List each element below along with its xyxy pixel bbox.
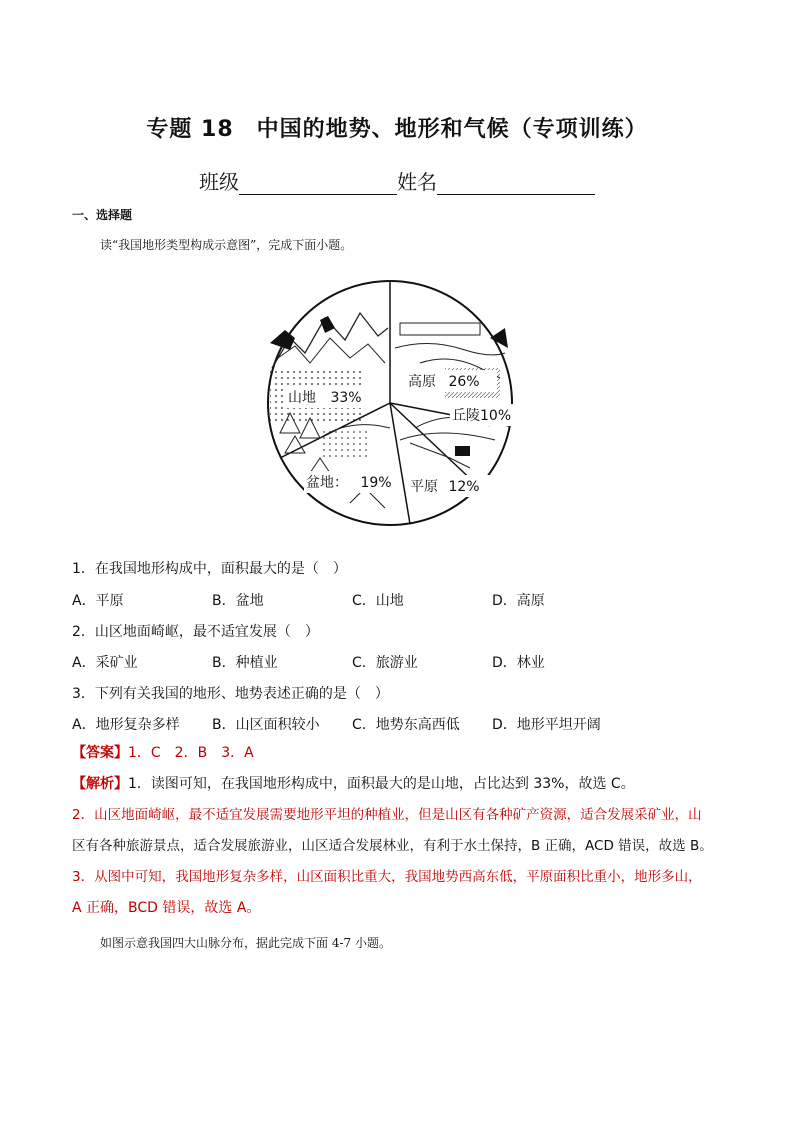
intro-text: 读“我国地形类型构成示意图”，完成下面小题。 [100, 238, 353, 252]
analysis-line-3b: A 正确，BCD 错误，故选 A。 [72, 900, 261, 916]
answer-line [72, 738, 732, 769]
class-label: 班级 [199, 170, 239, 194]
label-basin: 盆地： 19% [306, 475, 392, 491]
name-label: 姓名 [397, 170, 437, 194]
q1-option-a[interactable]: A．平原 [72, 593, 124, 609]
analysis-tag: 【解析】 [72, 776, 128, 792]
q2-option-d[interactable]: D．林业 [492, 655, 545, 671]
answer-tag: 【答案】 [72, 745, 128, 761]
q2-option-b[interactable]: B．种植业 [212, 655, 278, 671]
label-plain: 平原 12% [410, 479, 480, 495]
class-name-line [0, 166, 794, 195]
question-3: 3．下列有关我国的地形、地势表述正确的是（ ） [72, 686, 389, 702]
q2-option-a[interactable]: A．采矿业 [72, 655, 138, 671]
question-1: 1．在我国地形构成中，面积最大的是（ ） [72, 561, 347, 577]
analysis-line-1: 【解析】1．读图可知，在我国地形构成中，面积最大的是山地，占比达到 33%，故选 C。 [72, 776, 635, 792]
page-title: 专题 18 中国的地势、地形和气候（专项训练） [146, 117, 648, 142]
q3-option-b[interactable]: B．山区面积较小 [212, 717, 320, 733]
q3-option-d[interactable]: D．地形平坦开阔 [492, 717, 601, 733]
label-mountain: 山地 33% [288, 390, 362, 406]
analysis-line-2a: 2．山区地面崎岖，最不适宜发展需要地形平坦的种植业，但是山区有各种矿产资源，适合发展采矿业，山 [72, 807, 702, 823]
q2-option-c[interactable]: C．旅游业 [352, 655, 418, 671]
analysis-line-2b: 区有各种旅游景点，适合发展旅游业，山区适合发展林业，有利于水土保持，B 正确，ACD 错误，故选 B。 [72, 838, 713, 854]
q3-option-c[interactable]: C．地势东高西低 [352, 717, 460, 733]
q1-option-b[interactable]: B．盆地 [212, 593, 264, 609]
label-plateau: 高原 26% [408, 374, 480, 390]
terrain-pie-figure [250, 268, 530, 538]
analysis-line-3a: 3．从图中可知，我国地形复杂多样，山区面积比重大，我国地势西高东低，平原面积比重小，地形多山， [72, 869, 702, 885]
q3-option-a[interactable]: A．地形复杂多样 [72, 717, 180, 733]
intro-text-2: 如图示意我国四大山脉分布，据此完成下面 4-7 小题。 [100, 936, 391, 950]
q1-option-c[interactable]: C．山地 [352, 593, 404, 609]
class-blank[interactable] [239, 172, 397, 195]
section-heading: 一、选择题 [72, 208, 133, 222]
question-2: 2．山区地面崎岖，最不适宜发展（ ） [72, 624, 319, 640]
answer-text: 1．C 2．B 3．A [128, 745, 254, 761]
name-blank[interactable] [437, 172, 595, 195]
label-hills: 丘陵10% [452, 408, 512, 424]
q1-option-d[interactable]: D．高原 [492, 593, 545, 609]
